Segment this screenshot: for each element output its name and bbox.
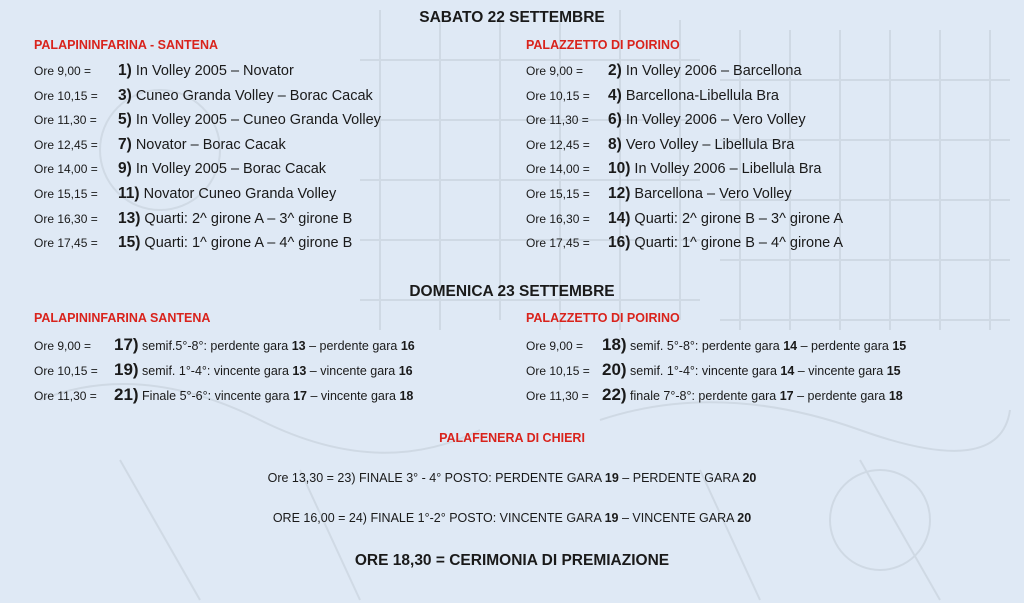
match-game-ref: 13 bbox=[292, 364, 307, 378]
match-number: 8) bbox=[608, 135, 622, 153]
final-3-4-game1: 19 bbox=[604, 471, 619, 485]
sunday-left-venue: PALAPININFARINA SANTENA bbox=[34, 311, 211, 325]
match-teams: Novator Cuneo Granda Volley bbox=[139, 186, 337, 202]
match-row bbox=[34, 361, 413, 380]
match-game-ref: 16 bbox=[400, 339, 415, 353]
match-row bbox=[34, 336, 415, 355]
match-number: 4) bbox=[608, 86, 622, 104]
match-number: 10) bbox=[608, 160, 631, 178]
match-separator: – perdente gara bbox=[797, 339, 893, 353]
match-description: semif. 1°-4°: vincente gara bbox=[626, 364, 781, 378]
match-row bbox=[526, 136, 794, 154]
final-3-4-game2: 20 bbox=[742, 471, 757, 485]
saturday-title: SABATO 22 SETTEMBRE bbox=[419, 9, 605, 26]
match-time: Ore 10,15 = bbox=[526, 88, 590, 103]
match-time: Ore 16,30 = bbox=[34, 211, 98, 226]
final-1-2-game2: 20 bbox=[737, 511, 752, 525]
match-row bbox=[34, 210, 352, 228]
match-teams: In Volley 2005 – Novator bbox=[131, 63, 294, 79]
match-game-ref: 15 bbox=[892, 339, 907, 353]
match-separator: – perdente gara bbox=[305, 339, 401, 353]
match-game-ref: 18 bbox=[399, 389, 414, 403]
match-teams: Barcellona-Libellula Bra bbox=[621, 87, 779, 104]
match-time: Ore 9,00 = bbox=[526, 64, 584, 78]
match-row bbox=[34, 136, 286, 154]
match-teams: Vero Volley – Libellula Bra bbox=[621, 136, 795, 153]
match-row bbox=[34, 234, 352, 252]
match-game-ref: 15 bbox=[886, 364, 901, 378]
final-3-4 bbox=[0, 471, 1024, 485]
match-teams: In Volley 2006 – Vero Volley bbox=[621, 112, 806, 129]
match-number: 6) bbox=[608, 111, 622, 129]
match-time: Ore 9,00 = bbox=[34, 64, 92, 78]
match-row bbox=[526, 87, 779, 105]
match-teams: In Volley 2005 – Borac Cacak bbox=[131, 161, 327, 178]
match-teams: Quarti: 2^ girone A – 3^ girone B bbox=[140, 210, 353, 227]
match-number: 13) bbox=[118, 209, 141, 227]
final-1-2-text: ORE 16,00 = 24) FINALE 1°-2° POSTO: VINCENTE GARA bbox=[272, 511, 605, 525]
match-row bbox=[34, 185, 336, 203]
saturday-right-venue: PALAZZETTO DI POIRINO bbox=[526, 38, 680, 52]
match-time: Ore 11,30 = bbox=[34, 389, 97, 403]
match-description: semif.5°-8°: perdente gara bbox=[138, 339, 292, 353]
match-game-ref: 14 bbox=[780, 364, 795, 378]
match-number: 2) bbox=[608, 62, 622, 79]
match-teams: Novator – Borac Cacak bbox=[131, 136, 286, 153]
match-row bbox=[34, 386, 413, 405]
match-game-ref: 13 bbox=[291, 339, 306, 353]
match-description: Finale 5°-6°: vincente gara bbox=[138, 389, 294, 403]
match-teams: Barcellona – Vero Volley bbox=[630, 186, 792, 202]
match-row bbox=[526, 386, 903, 405]
match-time: Ore 10,15 = bbox=[526, 364, 590, 378]
match-number: 9) bbox=[118, 160, 132, 178]
match-number: 18) bbox=[602, 335, 627, 354]
match-row bbox=[34, 62, 294, 80]
match-game-ref: 18 bbox=[888, 389, 903, 403]
match-description: semif. 5°-8°: perdente gara bbox=[626, 339, 784, 353]
sunday-center-venue: PALAFENERA DI CHIERI bbox=[439, 431, 585, 445]
final-3-4-mid: – PERDENTE GARA bbox=[618, 471, 743, 485]
match-number: 22) bbox=[602, 385, 627, 404]
match-teams: In Volley 2006 – Libellula Bra bbox=[630, 161, 822, 178]
match-time: Ore 14,00 = bbox=[526, 162, 590, 177]
match-number: 5) bbox=[118, 111, 132, 129]
sunday-title: DOMENICA 23 SETTEMBRE bbox=[409, 283, 615, 300]
match-game-ref: 14 bbox=[783, 339, 798, 353]
final-1-2 bbox=[0, 511, 1024, 525]
sunday-right-venue: PALAZZETTO DI POIRINO bbox=[526, 311, 680, 325]
match-separator: – perdente gara bbox=[793, 389, 889, 403]
match-number: 20) bbox=[602, 360, 627, 379]
match-row bbox=[34, 111, 381, 129]
match-time: Ore 12,45 = bbox=[526, 137, 590, 152]
match-row bbox=[34, 87, 373, 105]
match-number: 17) bbox=[114, 335, 139, 354]
match-time: Ore 10,15 = bbox=[34, 88, 98, 103]
match-row bbox=[526, 160, 821, 178]
match-time: Ore 11,30 = bbox=[34, 113, 97, 128]
match-description: finale 7°-8°: perdente gara bbox=[626, 389, 780, 403]
match-time: Ore 12,45 = bbox=[34, 137, 98, 152]
match-time: Ore 14,00 = bbox=[34, 162, 98, 177]
match-time: Ore 15,15 = bbox=[34, 187, 98, 201]
match-row bbox=[526, 185, 792, 203]
match-time: Ore 16,30 = bbox=[526, 211, 590, 226]
match-number: 19) bbox=[114, 360, 139, 379]
match-time: Ore 9,00 = bbox=[526, 339, 584, 353]
match-separator: – vincente gara bbox=[307, 389, 400, 403]
match-number: 14) bbox=[608, 209, 631, 227]
match-teams: In Volley 2005 – Cuneo Granda Volley bbox=[131, 112, 381, 129]
match-row bbox=[526, 62, 802, 80]
match-number: 1) bbox=[118, 62, 132, 79]
match-teams: In Volley 2006 – Barcellona bbox=[621, 63, 802, 79]
match-teams: Quarti: 1^ girone B – 4^ girone A bbox=[630, 235, 844, 252]
match-row bbox=[34, 160, 326, 178]
match-row bbox=[526, 361, 901, 380]
match-row bbox=[526, 234, 843, 252]
ceremony-line: ORE 18,30 = CERIMONIA DI PREMIAZIONE bbox=[354, 552, 670, 569]
match-separator: – vincente gara bbox=[306, 364, 399, 378]
match-separator: – vincente gara bbox=[794, 364, 887, 378]
match-teams: Quarti: 2^ girone B – 3^ girone A bbox=[630, 210, 844, 227]
match-number: 3) bbox=[118, 86, 132, 104]
match-number: 12) bbox=[608, 185, 631, 202]
match-number: 11) bbox=[118, 185, 140, 202]
match-time: Ore 11,30 = bbox=[526, 389, 589, 403]
match-game-ref: 16 bbox=[398, 364, 413, 378]
match-time: Ore 9,00 = bbox=[34, 339, 92, 353]
match-description: semif. 1°-4°: vincente gara bbox=[138, 364, 293, 378]
match-time: Ore 17,45 = bbox=[34, 236, 98, 251]
match-row bbox=[526, 111, 806, 129]
final-1-2-mid: – VINCENTE GARA bbox=[618, 511, 738, 525]
match-time: Ore 15,15 = bbox=[526, 187, 590, 201]
match-teams: Quarti: 1^ girone A – 4^ girone B bbox=[140, 235, 353, 252]
match-time: Ore 11,30 = bbox=[526, 113, 589, 128]
match-number: 15) bbox=[118, 234, 141, 252]
match-row bbox=[526, 210, 843, 228]
final-3-4-text: Ore 13,30 = 23) FINALE 3° - 4° POSTO: PERDENTE GARA bbox=[267, 471, 605, 485]
final-1-2-game1: 19 bbox=[604, 511, 619, 525]
match-game-ref: 17 bbox=[293, 389, 308, 403]
match-time: Ore 17,45 = bbox=[526, 236, 590, 251]
match-number: 16) bbox=[608, 234, 631, 252]
match-teams: Cuneo Granda Volley – Borac Cacak bbox=[131, 87, 373, 104]
saturday-left-venue: PALAPININFARINA - SANTENA bbox=[34, 38, 219, 52]
match-row bbox=[526, 336, 906, 355]
match-number: 7) bbox=[118, 135, 132, 153]
match-game-ref: 17 bbox=[779, 389, 794, 403]
match-number: 21) bbox=[114, 385, 139, 404]
match-time: Ore 10,15 = bbox=[34, 364, 98, 378]
